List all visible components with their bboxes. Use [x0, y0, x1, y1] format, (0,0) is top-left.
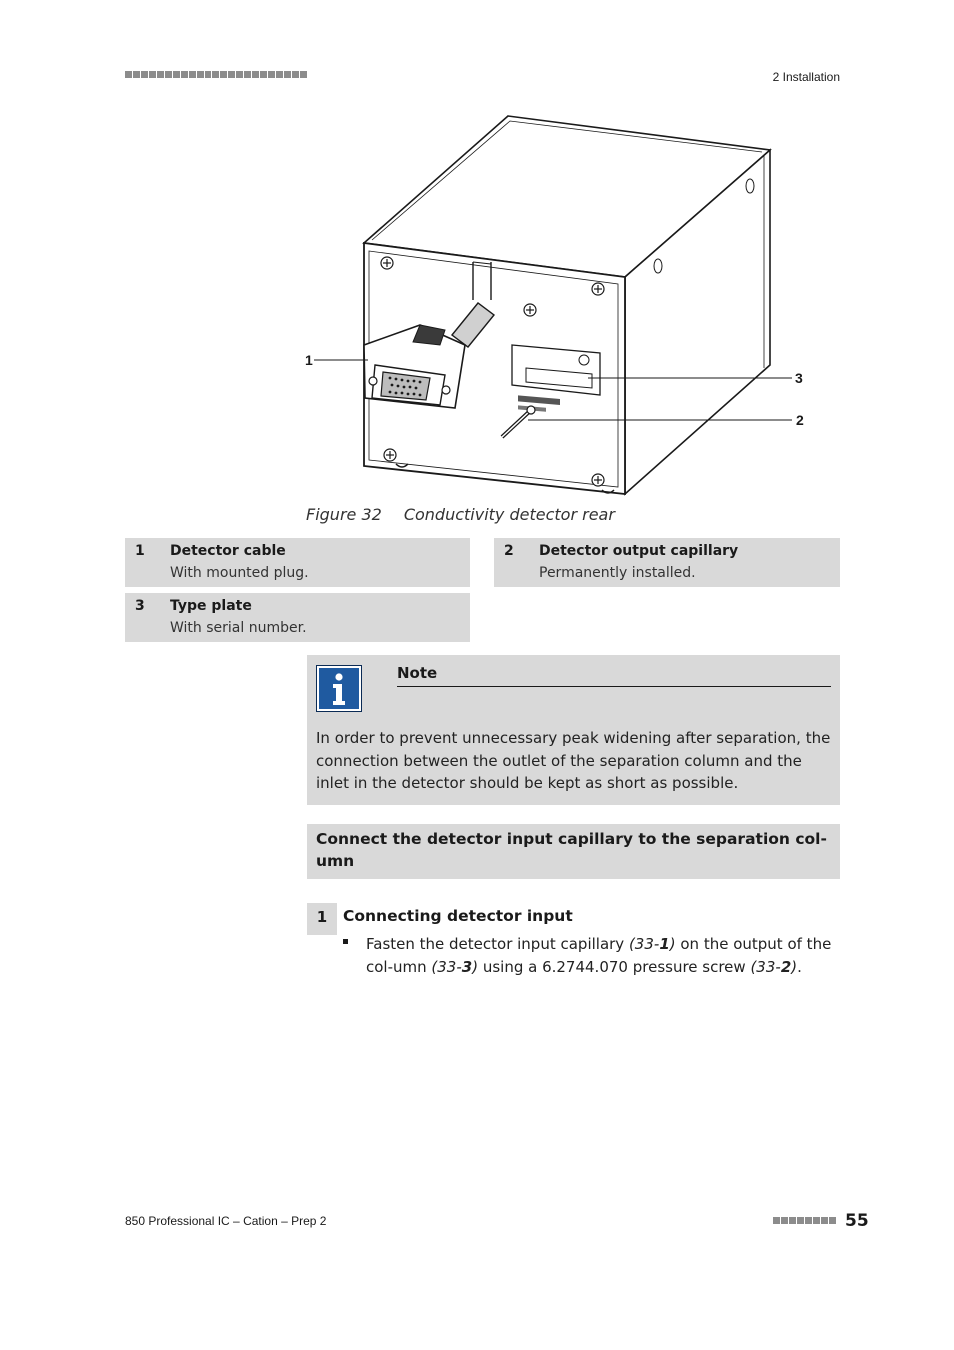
note-divider	[397, 686, 831, 687]
figure-reference-item: 1	[659, 935, 670, 953]
figure-number: Figure 32	[306, 505, 382, 524]
figure-reference: (33-	[750, 958, 781, 976]
legend-item	[125, 593, 470, 642]
legend-item	[494, 538, 840, 587]
legend-title: Detector output capillary	[539, 543, 739, 559]
footer-decoration	[773, 1217, 839, 1225]
procedure-title: Connect the detector input capillary to the separation col-umn	[316, 830, 827, 870]
step-text-segment: using a 6.2744.070 pressure screw	[478, 958, 751, 976]
legend-description: Permanently installed.	[539, 565, 696, 581]
note-box	[307, 655, 840, 805]
step-text-segment: Fasten the detector input capillary	[366, 935, 629, 953]
footer-document-title: 850 Professional IC – Cation – Prep 2	[125, 1214, 327, 1228]
figure-reference: )	[791, 958, 798, 976]
legend-number: 3	[135, 598, 145, 614]
figure-reference-item: 3	[461, 958, 473, 976]
bullet-icon	[343, 939, 351, 947]
figure-reference: )	[669, 935, 676, 953]
step-text-segment: on the output of the col-umn	[366, 935, 832, 976]
legend-description: With serial number.	[170, 620, 307, 636]
step-number-box	[307, 903, 337, 935]
info-icon	[316, 665, 362, 712]
figure-title: Conductivity detector rear	[403, 505, 615, 524]
step-instruction	[366, 933, 842, 979]
callout-label: 2	[796, 412, 804, 428]
header-section-title: 2 Installation	[772, 70, 840, 84]
figure-reference: (33-	[431, 958, 462, 976]
figure-reference: (33-	[628, 935, 660, 953]
note-title: Note	[397, 664, 438, 682]
legend-number: 1	[135, 543, 145, 559]
callout-label: 3	[795, 370, 803, 386]
detector-rear-illustration	[300, 112, 820, 504]
legend-description: With mounted plug.	[170, 565, 309, 581]
page-number: 55	[845, 1211, 869, 1231]
step-title: Connecting detector input	[343, 907, 573, 925]
header-decoration	[125, 71, 307, 79]
note-text: In order to prevent unnecessary peak widening after separation, the connection between the outlet of the separation column and the inlet in the detector should be kept as short as possible.	[316, 729, 831, 792]
step-text-segment: .	[797, 958, 802, 976]
figure-reference: )	[472, 958, 479, 976]
figure-caption	[306, 505, 615, 524]
legend-title: Type plate	[170, 598, 252, 614]
legend-number: 2	[504, 543, 514, 559]
procedure-heading-box	[307, 824, 840, 879]
legend-title: Detector cable	[170, 543, 286, 559]
figure-reference-item: 2	[780, 958, 792, 976]
step-number: 1	[316, 908, 328, 926]
callout-label: 1	[305, 352, 313, 368]
legend-item	[125, 538, 470, 587]
